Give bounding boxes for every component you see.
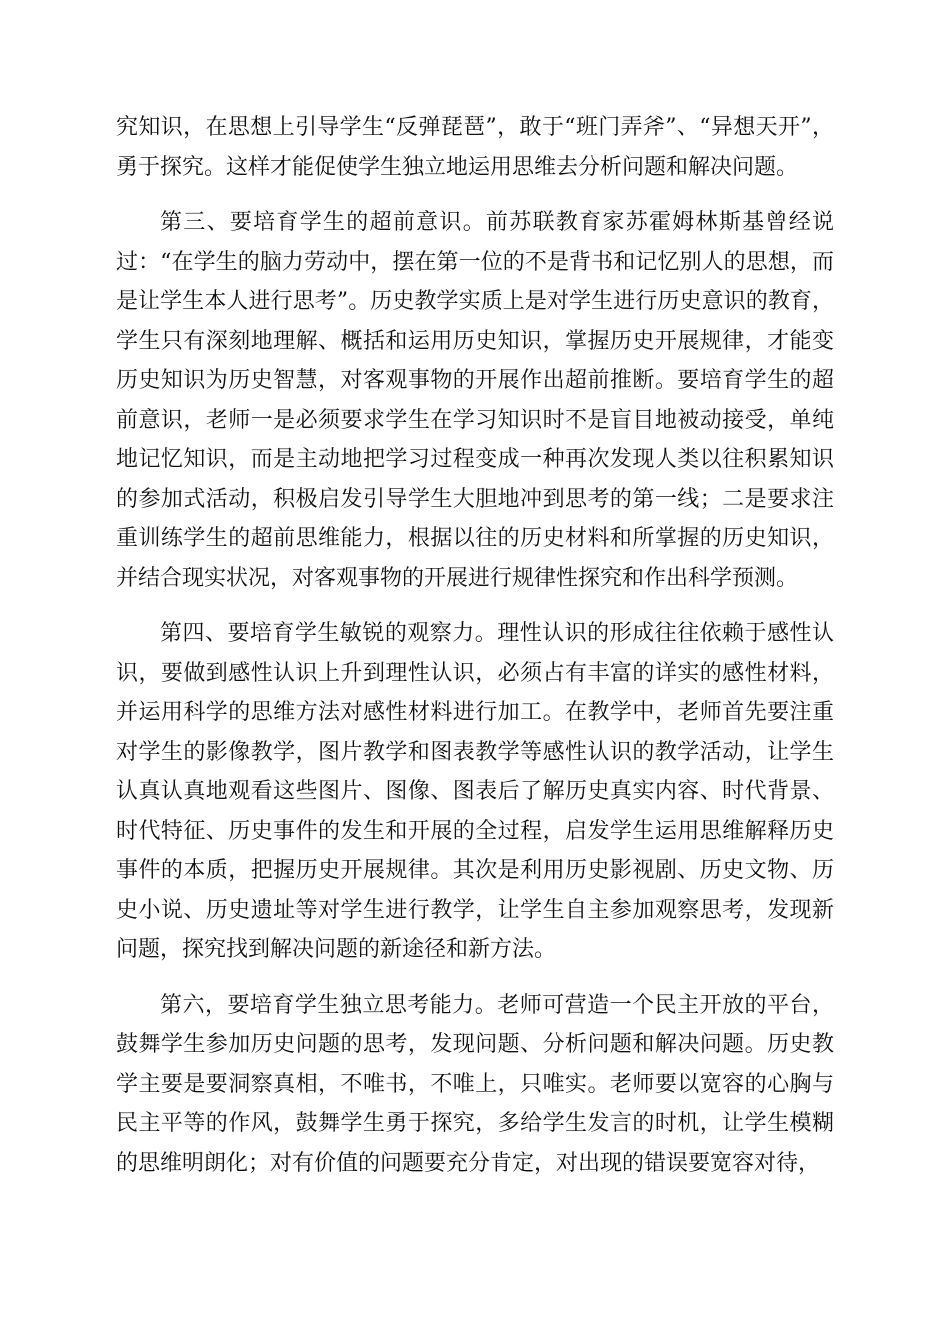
paragraph-continuation: 究知识，在思想上引导学生“反弹琵琶”，敢于“班门弄斧”、“异想天开”，勇于探究。这样才能促使学生独立地运用思维去分析问题和解决问题。 (116, 115, 834, 180)
document-page (116, 108, 834, 1199)
paragraph-fourth-point: 第四、要培育学生敏锐的观察力。理性认识的形成往往依赖于感性认识，要做到感性认识上升到理性认识，必须占有丰富的详实的感性材料，并运用科学的思维方法对感性材料进行加工。在教学中，老师首先要注重对学生的影像教学，图片教学和图表教学等感性认识的教学活动，让学生认真认真地观看这些图片、图像、图表后了解历史真实内容、时代背景、时代特征、历史事件的发生和开展的全过程，启发学生运用思维解释历史事件的本质，把握历史开展规律。其次是利用历史影视剧、历史文物、历史小说、历史遗址等对学生进行教学，让学生自主参加观察思考，发现新问题，探究找到解决问题的新途径和新方法。 (116, 621, 834, 962)
paragraph-third-point: 第三、要培育学生的超前意识。前苏联教育家苏霍姆林斯基曾经说过：“在学生的脑力劳动中，摆在第一位的不是背书和记忆别人的思想，而是让学生本人进行思考”。历史教学实质上是对学生进行历史意识的教育，学生只有深刻地理解、概括和运用历史知识，掌握历史开展规律，才能变历史知识为历史智慧，对客观事物的开展作出超前推断。要培育学生的超前意识，老师一是必须要求学生在学习知识时不是盲目地被动接受，单纯地记忆知识，而是主动地把学习过程变成一种再次发现人类以往积累知识的参加式活动，积极启发引导学生大胆地冲到思考的第一线；二是要求注重训练学生的超前思维能力，根据以往的历史材料和所掌握的历史知识，并结合现实状况，对客观事物的开展进行规律性探究和作出科学预测。 (116, 210, 834, 591)
paragraph-sixth-point: 第六，要培育学生独立思考能力。老师可营造一个民主开放的平台，鼓舞学生参加历史问题的思考，发现问题、分析问题和解决问题。历史教学主要是要洞察真相，不唯书，不唯上，只唯实。老师要以宽容的心胸与民主平等的作风，鼓舞学生勇于探究，多给学生发言的时机，让学生模糊的思维明朗化；对有价值的问题要充分肯定，对出现的错误要宽容对待， (116, 992, 834, 1176)
